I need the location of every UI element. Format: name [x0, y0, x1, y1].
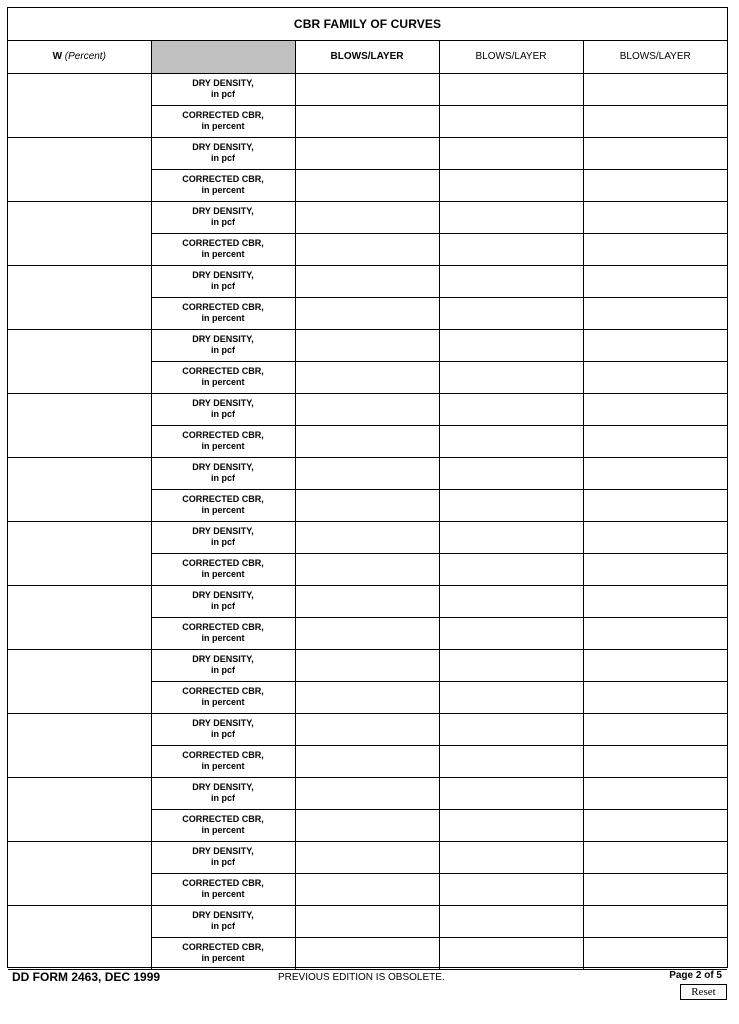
dry-density-label [151, 457, 295, 489]
dry-density-label [151, 713, 295, 745]
dry-density-label-line2: in pcf [211, 89, 235, 99]
corrected-cbr-input-2[interactable] [439, 809, 583, 841]
dry-density-input-2[interactable] [439, 713, 583, 745]
dry-density-label-line2: in pcf [211, 793, 235, 803]
dry-density-label-line2: in pcf [211, 537, 235, 547]
corrected-cbr-label [151, 617, 295, 649]
corrected-cbr-label-line1: CORRECTED CBR, [182, 302, 264, 312]
corrected-cbr-input-2[interactable] [439, 553, 583, 585]
corrected-cbr-label-line2: in percent [201, 121, 245, 131]
corrected-cbr-input-2[interactable] [439, 617, 583, 649]
corrected-cbr-label-line2: in percent [201, 825, 245, 835]
dry-density-input-2[interactable] [439, 265, 583, 297]
dry-density-label [151, 585, 295, 617]
dry-density-input-1[interactable] [295, 777, 439, 809]
dry-density-label [151, 201, 295, 233]
w-percent-input[interactable] [8, 777, 151, 841]
dry-density-input-3[interactable] [583, 713, 727, 745]
dry-density-label [151, 393, 295, 425]
corrected-cbr-label-line2: in percent [201, 761, 245, 771]
corrected-cbr-label-line1: CORRECTED CBR, [182, 494, 264, 504]
dry-density-input-1[interactable] [295, 585, 439, 617]
w-percent-input[interactable] [8, 713, 151, 777]
dry-density-label [151, 137, 295, 169]
dry-density-label-line1: DRY DENSITY, [192, 270, 254, 280]
corrected-cbr-input-1[interactable] [295, 169, 439, 201]
corrected-cbr-label-line1: CORRECTED CBR, [182, 238, 264, 248]
dry-density-input-2[interactable] [439, 201, 583, 233]
dry-density-row [8, 73, 727, 105]
w-percent-header [8, 41, 151, 73]
corrected-cbr-label-line2: in percent [201, 953, 245, 963]
cbr-form [7, 7, 728, 968]
dry-density-label-line1: DRY DENSITY, [192, 654, 254, 664]
corrected-cbr-label-line1: CORRECTED CBR, [182, 366, 264, 376]
dry-density-input-1[interactable] [295, 137, 439, 169]
corrected-cbr-input-1[interactable] [295, 809, 439, 841]
dry-density-input-2[interactable] [439, 393, 583, 425]
dry-density-input-3[interactable] [583, 841, 727, 873]
dry-density-label-line1: DRY DENSITY, [192, 78, 254, 88]
w-percent-input[interactable] [8, 457, 151, 521]
w-letter: W [52, 51, 63, 63]
dry-density-label-line1: DRY DENSITY, [192, 462, 254, 472]
dry-density-row [8, 585, 727, 617]
dry-density-row [8, 905, 727, 937]
corrected-cbr-input-2[interactable] [439, 233, 583, 265]
corrected-cbr-label-line1: CORRECTED CBR, [182, 686, 264, 696]
dry-density-input-3[interactable] [583, 457, 727, 489]
dry-density-row [8, 201, 727, 233]
corrected-cbr-input-3[interactable] [583, 105, 727, 137]
corrected-cbr-input-2[interactable] [439, 489, 583, 521]
dry-density-input-2[interactable] [439, 73, 583, 105]
corrected-cbr-input-2[interactable] [439, 937, 583, 969]
page-number: Page 2 of 5 [669, 970, 722, 981]
corrected-cbr-input-1[interactable] [295, 937, 439, 969]
dry-density-input-1[interactable] [295, 393, 439, 425]
corrected-cbr-label [151, 169, 295, 201]
dry-density-input-2[interactable] [439, 137, 583, 169]
w-unit: (Percent) [64, 51, 106, 63]
corrected-cbr-input-2[interactable] [439, 873, 583, 905]
corrected-cbr-label [151, 233, 295, 265]
obsolete-notice: PREVIOUS EDITION IS OBSOLETE. [278, 972, 445, 983]
dry-density-label-line1: DRY DENSITY, [192, 782, 254, 792]
dry-density-row [8, 457, 727, 489]
corrected-cbr-label-line2: in percent [201, 505, 245, 515]
w-percent-input[interactable] [8, 329, 151, 393]
corrected-cbr-input-1[interactable] [295, 297, 439, 329]
corrected-cbr-label-line1: CORRECTED CBR, [182, 622, 264, 632]
dry-density-label [151, 329, 295, 361]
dry-density-input-1[interactable] [295, 521, 439, 553]
dry-density-input-1[interactable] [295, 265, 439, 297]
corrected-cbr-label-line2: in percent [201, 569, 245, 579]
corrected-cbr-input-3[interactable] [583, 233, 727, 265]
corrected-cbr-label-line2: in percent [201, 697, 245, 707]
corrected-cbr-input-1[interactable] [295, 105, 439, 137]
dry-density-input-1[interactable] [295, 329, 439, 361]
dry-density-input-3[interactable] [583, 521, 727, 553]
dry-density-label [151, 841, 295, 873]
dry-density-label-line1: DRY DENSITY, [192, 334, 254, 344]
corrected-cbr-input-1[interactable] [295, 873, 439, 905]
dry-density-label-line2: in pcf [211, 665, 235, 675]
dry-density-label-line1: DRY DENSITY, [192, 590, 254, 600]
corrected-cbr-input-1[interactable] [295, 425, 439, 457]
w-percent-input[interactable] [8, 585, 151, 649]
corrected-cbr-label-line2: in percent [201, 377, 245, 387]
corrected-cbr-input-2[interactable] [439, 361, 583, 393]
label-column-header [151, 41, 295, 73]
dry-density-input-2[interactable] [439, 777, 583, 809]
w-percent-input[interactable] [8, 905, 151, 969]
corrected-cbr-label [151, 297, 295, 329]
corrected-cbr-input-1[interactable] [295, 745, 439, 777]
dry-density-input-1[interactable] [295, 457, 439, 489]
w-percent-input[interactable] [8, 521, 151, 585]
cbr-table [8, 41, 727, 970]
corrected-cbr-input-3[interactable] [583, 489, 727, 521]
corrected-cbr-input-1[interactable] [295, 553, 439, 585]
corrected-cbr-input-1[interactable] [295, 489, 439, 521]
w-percent-input[interactable] [8, 137, 151, 201]
corrected-cbr-input-3[interactable] [583, 361, 727, 393]
corrected-cbr-label-line2: in percent [201, 185, 245, 195]
dry-density-input-1[interactable] [295, 649, 439, 681]
corrected-cbr-input-1[interactable] [295, 233, 439, 265]
dry-density-label-line1: DRY DENSITY, [192, 398, 254, 408]
dry-density-label [151, 905, 295, 937]
corrected-cbr-label [151, 425, 295, 457]
dry-density-input-1[interactable] [295, 713, 439, 745]
dry-density-label [151, 521, 295, 553]
corrected-cbr-input-1[interactable] [295, 617, 439, 649]
dry-density-row [8, 137, 727, 169]
corrected-cbr-label [151, 553, 295, 585]
dry-density-row [8, 393, 727, 425]
dry-density-label [151, 73, 295, 105]
dry-density-label-line2: in pcf [211, 601, 235, 611]
corrected-cbr-label [151, 105, 295, 137]
corrected-cbr-label [151, 873, 295, 905]
corrected-cbr-label-line1: CORRECTED CBR, [182, 174, 264, 184]
w-percent-input[interactable] [8, 265, 151, 329]
corrected-cbr-label [151, 745, 295, 777]
dry-density-input-3[interactable] [583, 777, 727, 809]
dry-density-row [8, 777, 727, 809]
dry-density-row [8, 713, 727, 745]
dry-density-label [151, 777, 295, 809]
corrected-cbr-input-2[interactable] [439, 425, 583, 457]
corrected-cbr-label-line1: CORRECTED CBR, [182, 430, 264, 440]
corrected-cbr-label-line2: in percent [201, 889, 245, 899]
corrected-cbr-label [151, 681, 295, 713]
dry-density-label-line2: in pcf [211, 217, 235, 227]
dry-density-label-line1: DRY DENSITY, [192, 526, 254, 536]
corrected-cbr-input-3[interactable] [583, 617, 727, 649]
corrected-cbr-label-line2: in percent [201, 313, 245, 323]
dry-density-row [8, 265, 727, 297]
dry-density-label-line2: in pcf [211, 281, 235, 291]
corrected-cbr-label [151, 361, 295, 393]
corrected-cbr-label-line2: in percent [201, 441, 245, 451]
blows-layer-header-3: BLOWS/LAYER [583, 41, 727, 73]
dry-density-label-line1: DRY DENSITY, [192, 142, 254, 152]
corrected-cbr-input-3[interactable] [583, 873, 727, 905]
dry-density-input-3[interactable] [583, 393, 727, 425]
corrected-cbr-input-3[interactable] [583, 553, 727, 585]
w-percent-input[interactable] [8, 73, 151, 137]
dry-density-input-2[interactable] [439, 649, 583, 681]
corrected-cbr-label-line1: CORRECTED CBR, [182, 942, 264, 952]
dry-density-input-3[interactable] [583, 585, 727, 617]
dry-density-input-1[interactable] [295, 201, 439, 233]
blows-layer-header-2: BLOWS/LAYER [439, 41, 583, 73]
corrected-cbr-label-line2: in percent [201, 633, 245, 643]
dry-density-input-3[interactable] [583, 265, 727, 297]
corrected-cbr-input-2[interactable] [439, 745, 583, 777]
dry-density-label-line2: in pcf [211, 409, 235, 419]
dry-density-input-3[interactable] [583, 73, 727, 105]
dry-density-label-line2: in pcf [211, 153, 235, 163]
corrected-cbr-input-3[interactable] [583, 425, 727, 457]
corrected-cbr-input-3[interactable] [583, 809, 727, 841]
dry-density-label [151, 265, 295, 297]
dry-density-row [8, 329, 727, 361]
corrected-cbr-label [151, 489, 295, 521]
dry-density-input-2[interactable] [439, 521, 583, 553]
w-percent-input[interactable] [8, 841, 151, 905]
corrected-cbr-input-2[interactable] [439, 681, 583, 713]
corrected-cbr-input-3[interactable] [583, 937, 727, 969]
dry-density-input-2[interactable] [439, 329, 583, 361]
dry-density-label-line2: in pcf [211, 345, 235, 355]
corrected-cbr-label-line2: in percent [201, 249, 245, 259]
dry-density-label-line1: DRY DENSITY, [192, 910, 254, 920]
dry-density-label-line1: DRY DENSITY, [192, 846, 254, 856]
dry-density-input-3[interactable] [583, 649, 727, 681]
dry-density-input-3[interactable] [583, 905, 727, 937]
dry-density-input-2[interactable] [439, 841, 583, 873]
corrected-cbr-label [151, 809, 295, 841]
dry-density-input-3[interactable] [583, 137, 727, 169]
corrected-cbr-input-2[interactable] [439, 297, 583, 329]
dry-density-input-2[interactable] [439, 585, 583, 617]
corrected-cbr-label [151, 937, 295, 969]
dry-density-label-line2: in pcf [211, 729, 235, 739]
dry-density-label-line1: DRY DENSITY, [192, 206, 254, 216]
dry-density-label-line2: in pcf [211, 921, 235, 931]
dry-density-input-2[interactable] [439, 457, 583, 489]
corrected-cbr-input-2[interactable] [439, 169, 583, 201]
corrected-cbr-label-line1: CORRECTED CBR, [182, 878, 264, 888]
corrected-cbr-label-line1: CORRECTED CBR, [182, 814, 264, 824]
dry-density-label-line1: DRY DENSITY, [192, 718, 254, 728]
table-header-row [8, 41, 727, 73]
dry-density-label-line2: in pcf [211, 857, 235, 867]
w-percent-input[interactable] [8, 201, 151, 265]
form-id: DD FORM 2463, DEC 1999 [12, 970, 161, 984]
corrected-cbr-input-1[interactable] [295, 681, 439, 713]
corrected-cbr-input-3[interactable] [583, 745, 727, 777]
corrected-cbr-label-line1: CORRECTED CBR, [182, 110, 264, 120]
dry-density-input-1[interactable] [295, 841, 439, 873]
reset-button[interactable]: Reset [680, 984, 727, 1000]
dry-density-label [151, 649, 295, 681]
dry-density-input-2[interactable] [439, 905, 583, 937]
w-percent-input[interactable] [8, 649, 151, 713]
corrected-cbr-label-line1: CORRECTED CBR, [182, 558, 264, 568]
dry-density-input-3[interactable] [583, 329, 727, 361]
corrected-cbr-input-3[interactable] [583, 169, 727, 201]
dry-density-input-1[interactable] [295, 73, 439, 105]
dry-density-label-line2: in pcf [211, 473, 235, 483]
w-percent-input[interactable] [8, 393, 151, 457]
corrected-cbr-input-3[interactable] [583, 681, 727, 713]
corrected-cbr-input-2[interactable] [439, 105, 583, 137]
corrected-cbr-input-3[interactable] [583, 297, 727, 329]
dry-density-row [8, 521, 727, 553]
blows-layer-header-1: BLOWS/LAYER [295, 41, 439, 73]
dry-density-row [8, 841, 727, 873]
corrected-cbr-label-line1: CORRECTED CBR, [182, 750, 264, 760]
form-title: CBR FAMILY OF CURVES [8, 8, 727, 41]
dry-density-row [8, 649, 727, 681]
dry-density-input-1[interactable] [295, 905, 439, 937]
corrected-cbr-input-1[interactable] [295, 361, 439, 393]
dry-density-input-3[interactable] [583, 201, 727, 233]
